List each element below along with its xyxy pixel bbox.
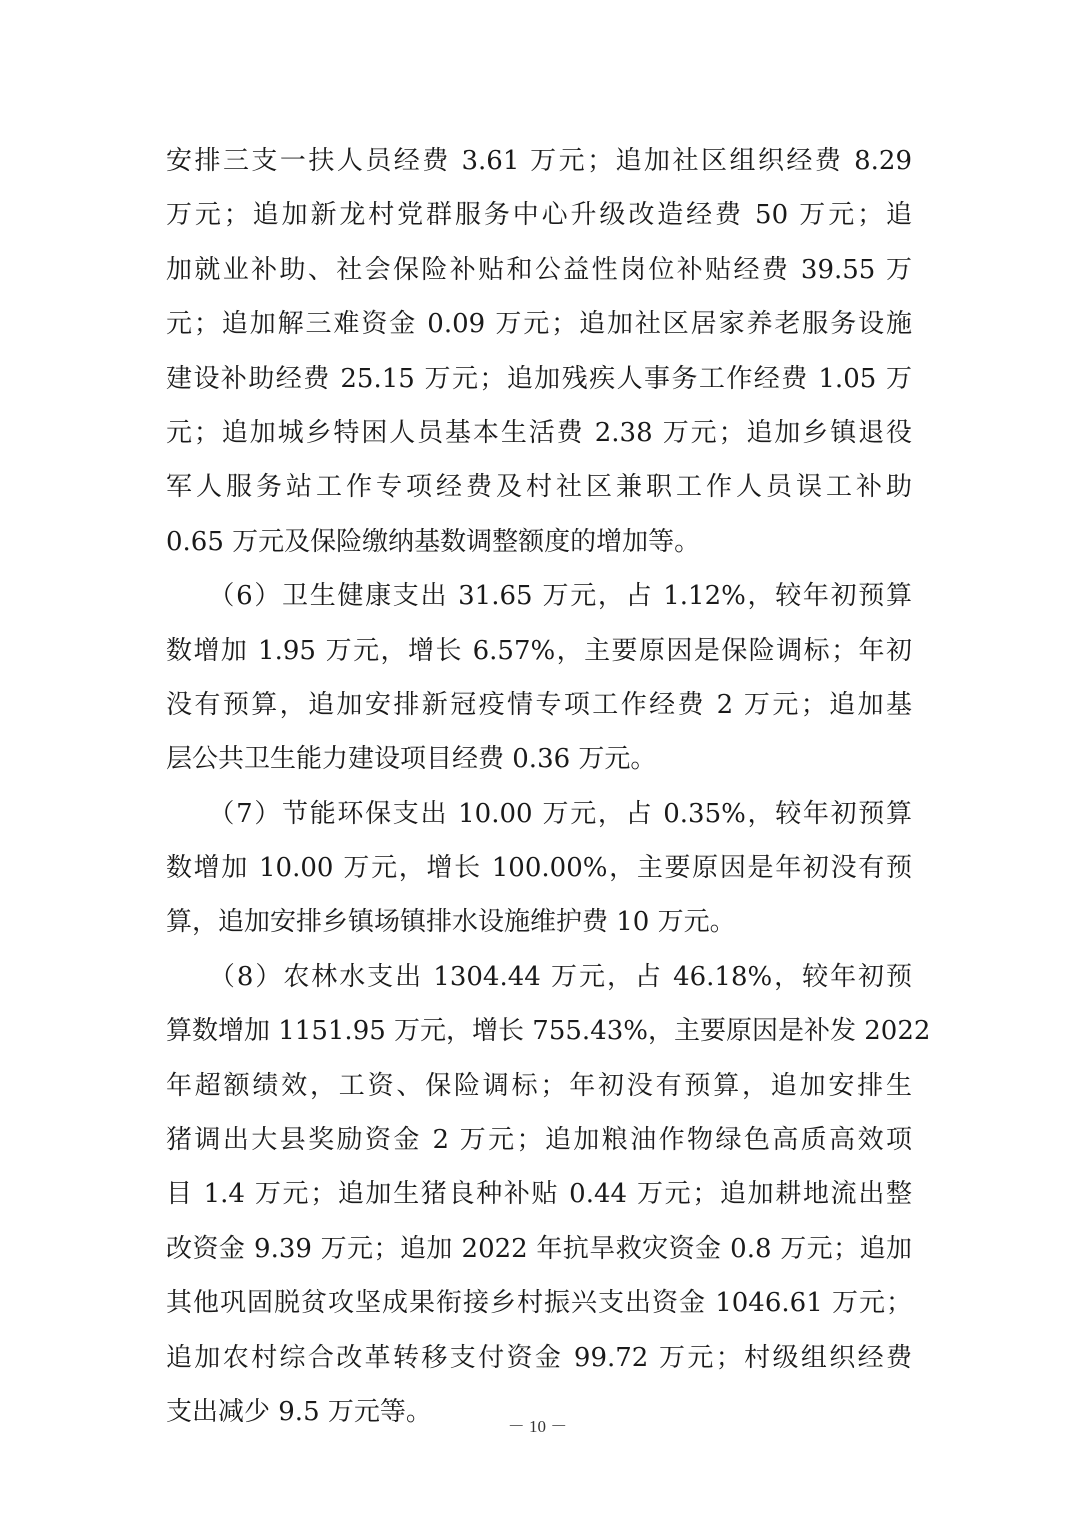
text-line: 安排三支一扶人员经费 3.61 万元；追加社区组织经费 8.29 (166, 146, 912, 176)
text-line: 数增加 10.00 万元，增长 100.00%，主要原因是年初没有预 (166, 853, 912, 884)
text-line: 算数增加 1151.95 万元，增长 755.43%，主要原因是补发 2022 (166, 1016, 931, 1047)
text-line: 数增加 1.95 万元，增长 6.57%，主要原因是保险调标；年初 (166, 635, 912, 666)
text-line: 猪调出大县奖励资金 2 万元；追加粮油作物绿色高质高效项 (166, 1125, 912, 1156)
text-line: 追加农村综合改革转移支付资金 99.72 万元；村级组织经费 (166, 1342, 912, 1373)
text-line: （6）卫生健康支出 31.65 万元，占 1.12%，较年初预算 (166, 581, 912, 612)
text-line: 建设补助经费 25.15 万元；追加残疾人事务工作经费 1.05 万 (166, 363, 912, 394)
text-line: 其他巩固脱贫攻坚成果衔接乡村振兴支出资金 1046.61 万元； (166, 1288, 912, 1319)
text-line: 支出减少 9.5 万元等。 (166, 1396, 432, 1427)
text-line: 层公共卫生能力建设项目经费 0.36 万元。 (166, 744, 657, 775)
document-body (166, 134, 931, 1439)
text-line: 元；追加解三难资金 0.09 万元；追加社区居家养老服务设施 (166, 309, 912, 340)
text-line: （7）节能环保支出 10.00 万元，占 0.35%，较年初预算 (166, 798, 912, 829)
page-number: － 10 － (507, 1417, 568, 1436)
text-line: 元；追加城乡特困人员基本生活费 2.38 万元；追加乡镇退役 (166, 417, 912, 448)
text-line: 0.65 万元及保险缴纳基数调整额度的增加等。 (166, 526, 701, 557)
text-line: 军人服务站工作专项经费及村社区兼职工作人员误工补助 (166, 472, 912, 503)
text-line: 算，追加安排乡镇场镇排水设施维护费 10 万元。 (166, 907, 736, 938)
text-line: （8）农林水支出 1304.44 万元，占 46.18%，较年初预 (166, 961, 912, 992)
text-line: 年超额绩效，工资、保险调标；年初没有预算，追加安排生 (166, 1070, 912, 1101)
text-line: 没有预算，追加安排新冠疫情专项工作经费 2 万元；追加基 (166, 689, 912, 720)
text-line: 改资金 9.39 万元；追加 2022 年抗旱救灾资金 0.8 万元；追加 (166, 1233, 912, 1264)
text-line: 目 1.4 万元；追加生猪良种补贴 0.44 万元；追加耕地流出整 (166, 1179, 912, 1210)
text-line: 万元；追加新龙村党群服务中心升级改造经费 50 万元；追 (166, 200, 912, 231)
text-line: 加就业补助、社会保险补贴和公益性岗位补贴经费 39.55 万 (166, 254, 912, 285)
